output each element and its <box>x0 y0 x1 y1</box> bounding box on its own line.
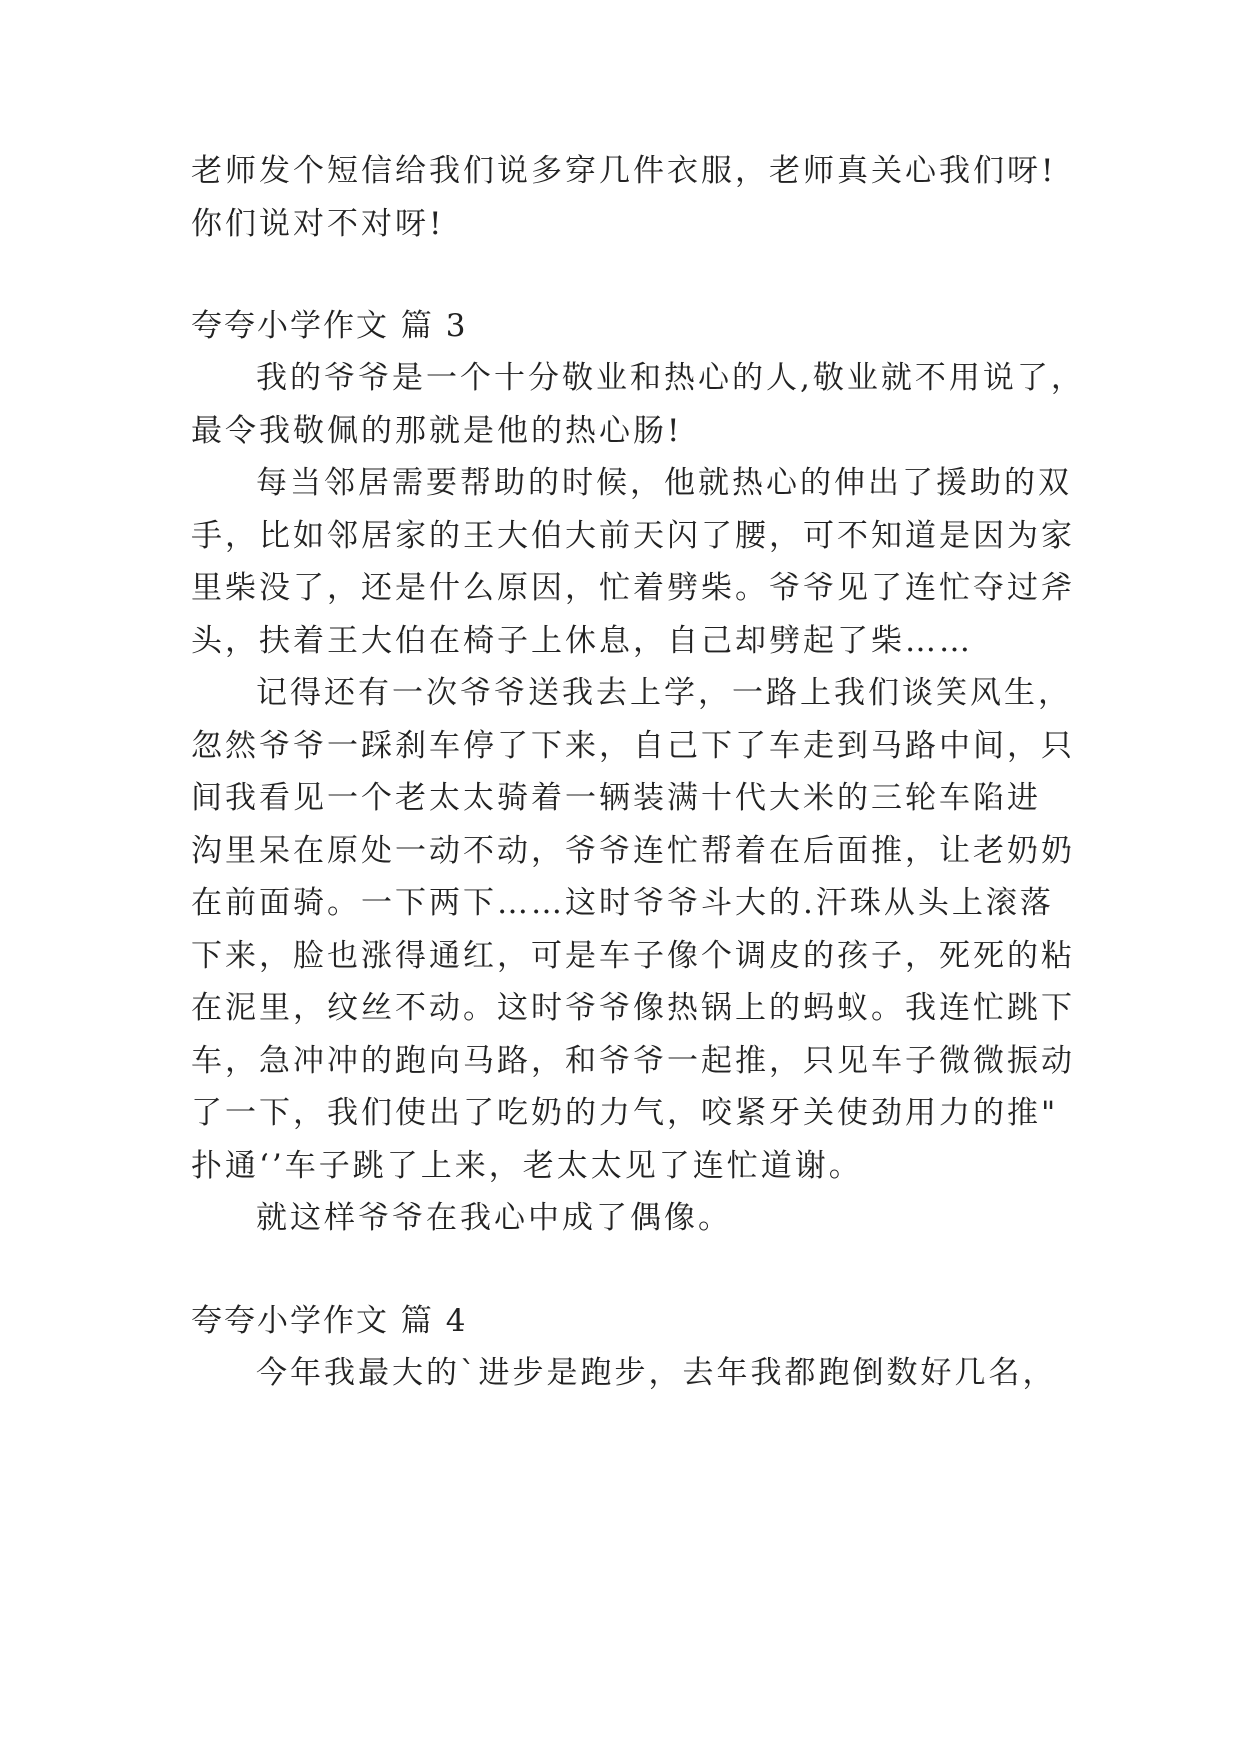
section-3-paragraph-1-line-1: 我的爷爷是一个十分敬业和热心的人,敬业就不用说了， <box>256 360 1085 396</box>
section-3-paragraph-3-line-7: 在泥里，纹丝不动。这时爷爷像热锅上的蚂蚁。我连忙跳下 <box>191 990 1075 1026</box>
section-3-paragraph-4-line-1: 就这样爷爷在我心中成了偶像。 <box>256 1200 732 1236</box>
section-4-paragraph-1-line-1: 今年我最大的`进步是跑步，去年我都跑倒数好几名， <box>256 1355 1057 1391</box>
section-3-paragraph-3-line-6: 下来，脸也涨得通红，可是车子像个调皮的孩子，死死的粘 <box>191 938 1075 974</box>
section-3-paragraph-3-line-1: 记得还有一次爷爷送我去上学，一路上我们谈笑风生， <box>256 675 1072 711</box>
section-3-paragraph-2-line-3: 里柴没了，还是什么原因，忙着劈柴。爷爷见了连忙夺过斧 <box>191 570 1075 606</box>
section-3-paragraph-2-line-4: 头，扶着王大伯在椅子上休息，自己却劈起了柴…… <box>191 623 973 659</box>
section-3-paragraph-3-line-4: 沟里呆在原处一动不动，爷爷连忙帮着在后面推，让老奶奶 <box>191 833 1075 869</box>
section-4-heading: 夸夸小学作文 篇 4 <box>191 1303 468 1339</box>
intro-line-2: 你们说对不对呀! <box>191 206 445 242</box>
section-3-paragraph-3-line-8: 车，急冲冲的跑向马路，和爷爷一起推，只见车子微微振动 <box>191 1043 1075 1079</box>
section-3-paragraph-2-line-1: 每当邻居需要帮助的时候，他就热心的伸出了援助的双 <box>256 465 1072 501</box>
intro-line-1: 老师发个短信给我们说多穿几件衣服，老师真关心我们呀! <box>191 153 1057 189</box>
section-3-paragraph-3-line-2: 忽然爷爷一踩刹车停了下来，自己下了车走到马路中间，只 <box>191 728 1075 764</box>
section-3-paragraph-1-line-2: 最令我敬佩的那就是他的热心肠! <box>191 413 683 449</box>
section-3-paragraph-3-line-10: 扑通‘’车子跳了上来，老太太见了连忙道谢。 <box>191 1148 863 1184</box>
section-3-paragraph-3-line-3: 间我看见一个老太太骑着一辆装满十代大米的三轮车陷进 <box>191 780 1041 816</box>
section-3-paragraph-2-line-2: 手，比如邻居家的王大伯大前天闪了腰，可不知道是因为家 <box>191 518 1075 554</box>
section-3-heading: 夸夸小学作文 篇 3 <box>191 308 468 344</box>
section-3-paragraph-3-line-5: 在前面骑。一下两下……这时爷爷斗大的.汗珠从头上滚落 <box>191 885 1054 921</box>
section-3-paragraph-3-line-9: 了一下，我们使出了吃奶的力气，咬紧牙关使劲用力的推" <box>191 1095 1059 1131</box>
